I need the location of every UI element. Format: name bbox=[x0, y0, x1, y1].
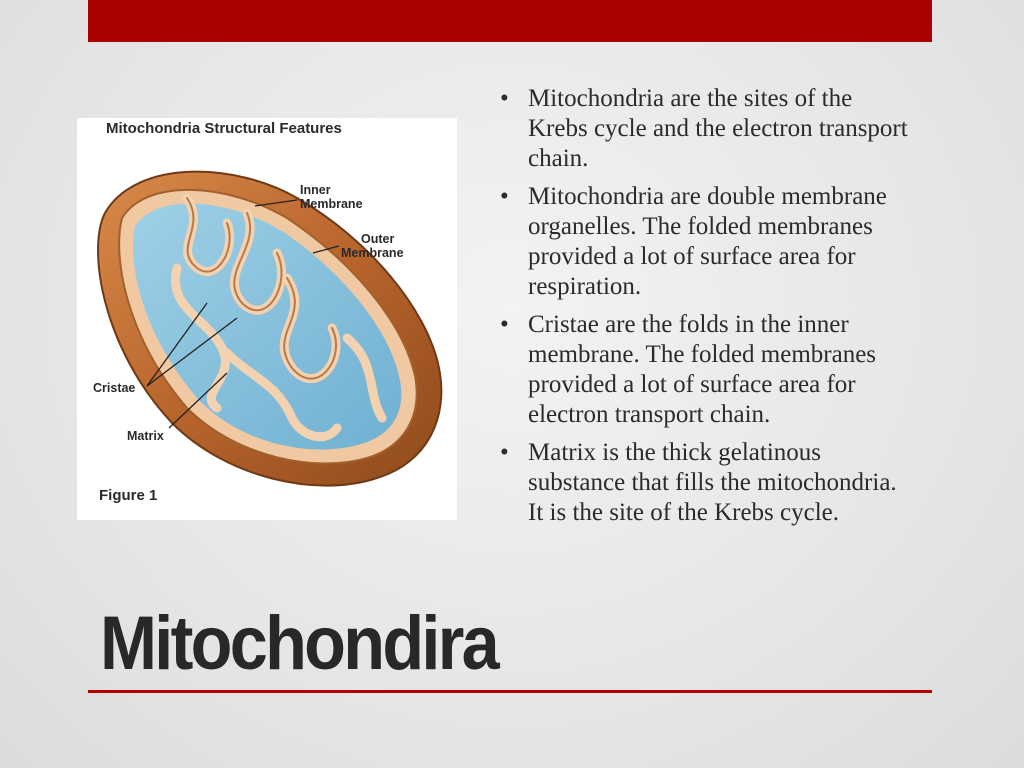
bullet-item bbox=[498, 182, 918, 302]
bullet-list bbox=[498, 84, 918, 536]
bullet-text: Mitochondria are double membrane organelles. The folded membranes provided a lot of surface area for respiration. bbox=[528, 183, 887, 300]
bullet-text: Cristae are the folds in the inner membrane. The folded membranes provided a lot of surface area for electron transport chain. bbox=[528, 311, 877, 428]
bullet-item bbox=[498, 438, 918, 528]
inner-membrane-label-line1: Inner bbox=[300, 183, 331, 197]
matrix-label: Matrix bbox=[127, 429, 164, 443]
bullet-dot-icon: • bbox=[500, 85, 509, 112]
cristae-label: Cristae bbox=[93, 381, 136, 395]
inner-membrane-label bbox=[300, 183, 363, 211]
slide-title: Mitochondira bbox=[100, 601, 497, 686]
inner-membrane-label-line2: Membrane bbox=[300, 197, 363, 211]
bullet-item bbox=[498, 84, 918, 174]
bullet-item bbox=[498, 310, 918, 430]
mitochondria-figure bbox=[77, 118, 457, 520]
outer-membrane-label-line1: Outer bbox=[361, 232, 395, 246]
bullet-text: Matrix is the thick gelatinous substance that fills the mitochondria. It is the site of the Krebs cycle. bbox=[528, 439, 897, 526]
bullet-dot-icon: • bbox=[500, 311, 509, 338]
figure-caption: Figure 1 bbox=[99, 487, 158, 504]
top-accent-bar bbox=[88, 0, 932, 42]
outer-membrane-label bbox=[341, 232, 404, 260]
bullet-dot-icon: • bbox=[500, 439, 509, 466]
bullet-dot-icon: • bbox=[500, 183, 509, 210]
figure-title: Mitochondria Structural Features bbox=[106, 120, 342, 137]
bullet-text: Mitochondria are the sites of the Krebs cycle and the electron transport chain. bbox=[528, 85, 908, 172]
outer-membrane-label-line2: Membrane bbox=[341, 246, 404, 260]
title-underline bbox=[88, 690, 932, 693]
mitochondria-illustration bbox=[77, 118, 457, 520]
